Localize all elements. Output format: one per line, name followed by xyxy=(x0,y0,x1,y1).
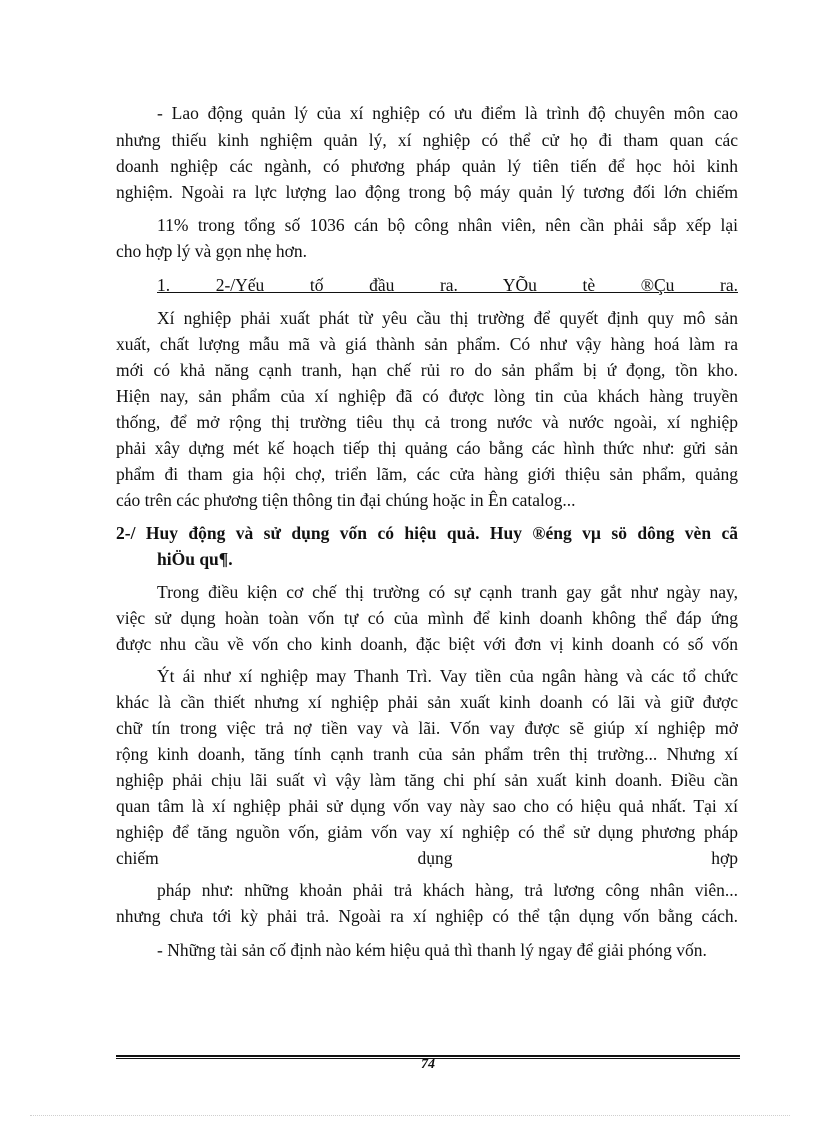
paragraph-line: nhưng thiếu kinh nghiệm quản lý, xí nghiệp có thể cử họ đi tham quan các xyxy=(116,130,738,150)
page-edge-divider xyxy=(30,1115,790,1116)
paragraph-line: quan tâm là xí nghiệp phải sử dụng vốn vay này sao cho có hiệu quả nhất. Tại xí xyxy=(116,796,738,816)
paragraph-line: Ýt ái như xí nghiệp may Thanh Trì. Vay tiền của ngân hàng và các tổ chức xyxy=(157,666,738,686)
paragraph-line: - Lao động quản lý của xí nghiệp có ưu điểm là trình độ chuyên môn cao xyxy=(157,103,738,123)
page-number: 74 xyxy=(421,1057,435,1072)
paragraph-line: chữ tín trong việc trả nợ tiền vay và lãi. Vốn vay được sẽ giúp xí nghiệp mở xyxy=(116,718,738,738)
paragraph-line: khác là cần thiết nhưng xí nghiệp phải sản xuất kinh doanh có lãi và giữ được xyxy=(116,692,738,712)
paragraph-line: pháp như: những khoản phải trả khách hàng, trả lương công nhân viên... xyxy=(157,880,738,900)
paragraph-line: cáo trên các phương tiện thông tin đại chúng hoặc in Ên catalog... xyxy=(116,490,576,510)
paragraph-line: doanh nghiệp các ngành, có phương pháp quản lý tiên tiến để học hỏi kinh xyxy=(116,156,738,176)
paragraph-line: nghiệp phải chịu lãi suất vì vậy làm tăng chi phí sản xuất kinh doanh. Điều cần xyxy=(116,770,738,790)
paragraph-line: 11% trong tổng số 1036 cán bộ công nhân viên, nên cần phải sắp xếp lại xyxy=(157,215,738,235)
paragraph-line: nhưng chưa tới kỳ phải trả. Ngoài ra xí nghiệp có thể tận dụng vốn bằng cách. xyxy=(116,906,738,926)
paragraph-line: Xí nghiệp phải xuất phát từ yêu cầu thị trường để quyết định quy mô sản xyxy=(157,308,738,328)
paragraph-line: thống, để mở rộng thị trường tiêu thụ cả trong nước và nước ngoài, xí nghiệp xyxy=(116,412,738,432)
paragraph-line: mới có khả năng cạnh tranh, hạn chế rủi ro do sản phẩm bị ứ đọng, tồn kho. xyxy=(116,360,738,380)
paragraph-line: chiếm dụng hợp xyxy=(116,848,738,868)
section-heading: 1. 2-/Yếu tố đầu ra. YÕu tè ®Çu ra. xyxy=(157,275,738,295)
paragraph-line: nghiệm. Ngoài ra lực lượng lao động trong bộ máy quản lý tương đối lớn chiếm xyxy=(116,182,738,202)
paragraph-line: Hiện nay, sản phẩm của xí nghiệp đã có được lòng tin của khách hàng truyền xyxy=(116,386,738,406)
paragraph-line: phẩm đi tham gia hội chợ, triển lãm, các cửa hàng giới thiệu sản phẩm, quảng xyxy=(116,464,738,484)
paragraph-line: xuất, chất lượng mẫu mã và giá thành sản phẩm. Có như vậy hàng hoá làm ra xyxy=(116,334,738,354)
paragraph-line: việc sử dụng hoàn toàn vốn tự có của mình để kinh doanh không thể đáp ứng xyxy=(116,608,738,628)
paragraph-line: được nhu cầu về vốn cho kinh doanh, đặc biệt với đơn vị kinh doanh có số vốn xyxy=(116,634,738,654)
paragraph-line: Trong điều kiện cơ chế thị trường có sự cạnh tranh gay gắt như ngày nay, xyxy=(157,582,738,602)
paragraph-line: nghiệp để tăng nguồn vốn, giảm vốn vay xí nghiệp có thể sử dụng phương pháp xyxy=(116,822,738,842)
section-heading: 2-/ Huy động và sử dụng vốn có hiệu quả. Huy ®éng vµ sö dông vèn cã xyxy=(116,523,738,543)
paragraph-line: rộng kinh doanh, tăng tính cạnh tranh của sản phẩm trên thị trường... Nhưng xí xyxy=(116,744,738,764)
section-heading-continued: hiÖu qu¶. xyxy=(157,549,233,569)
paragraph-line: phải xây dựng mét kế hoạch tiếp thị quảng cáo bằng các hình thức như: gửi sản xyxy=(116,438,738,458)
paragraph-line: cho hợp lý và gọn nhẹ hơn. xyxy=(116,241,308,261)
paragraph-line: - Những tài sản cố định nào kém hiệu quả thì thanh lý ngay để giải phóng vốn. xyxy=(157,940,707,960)
